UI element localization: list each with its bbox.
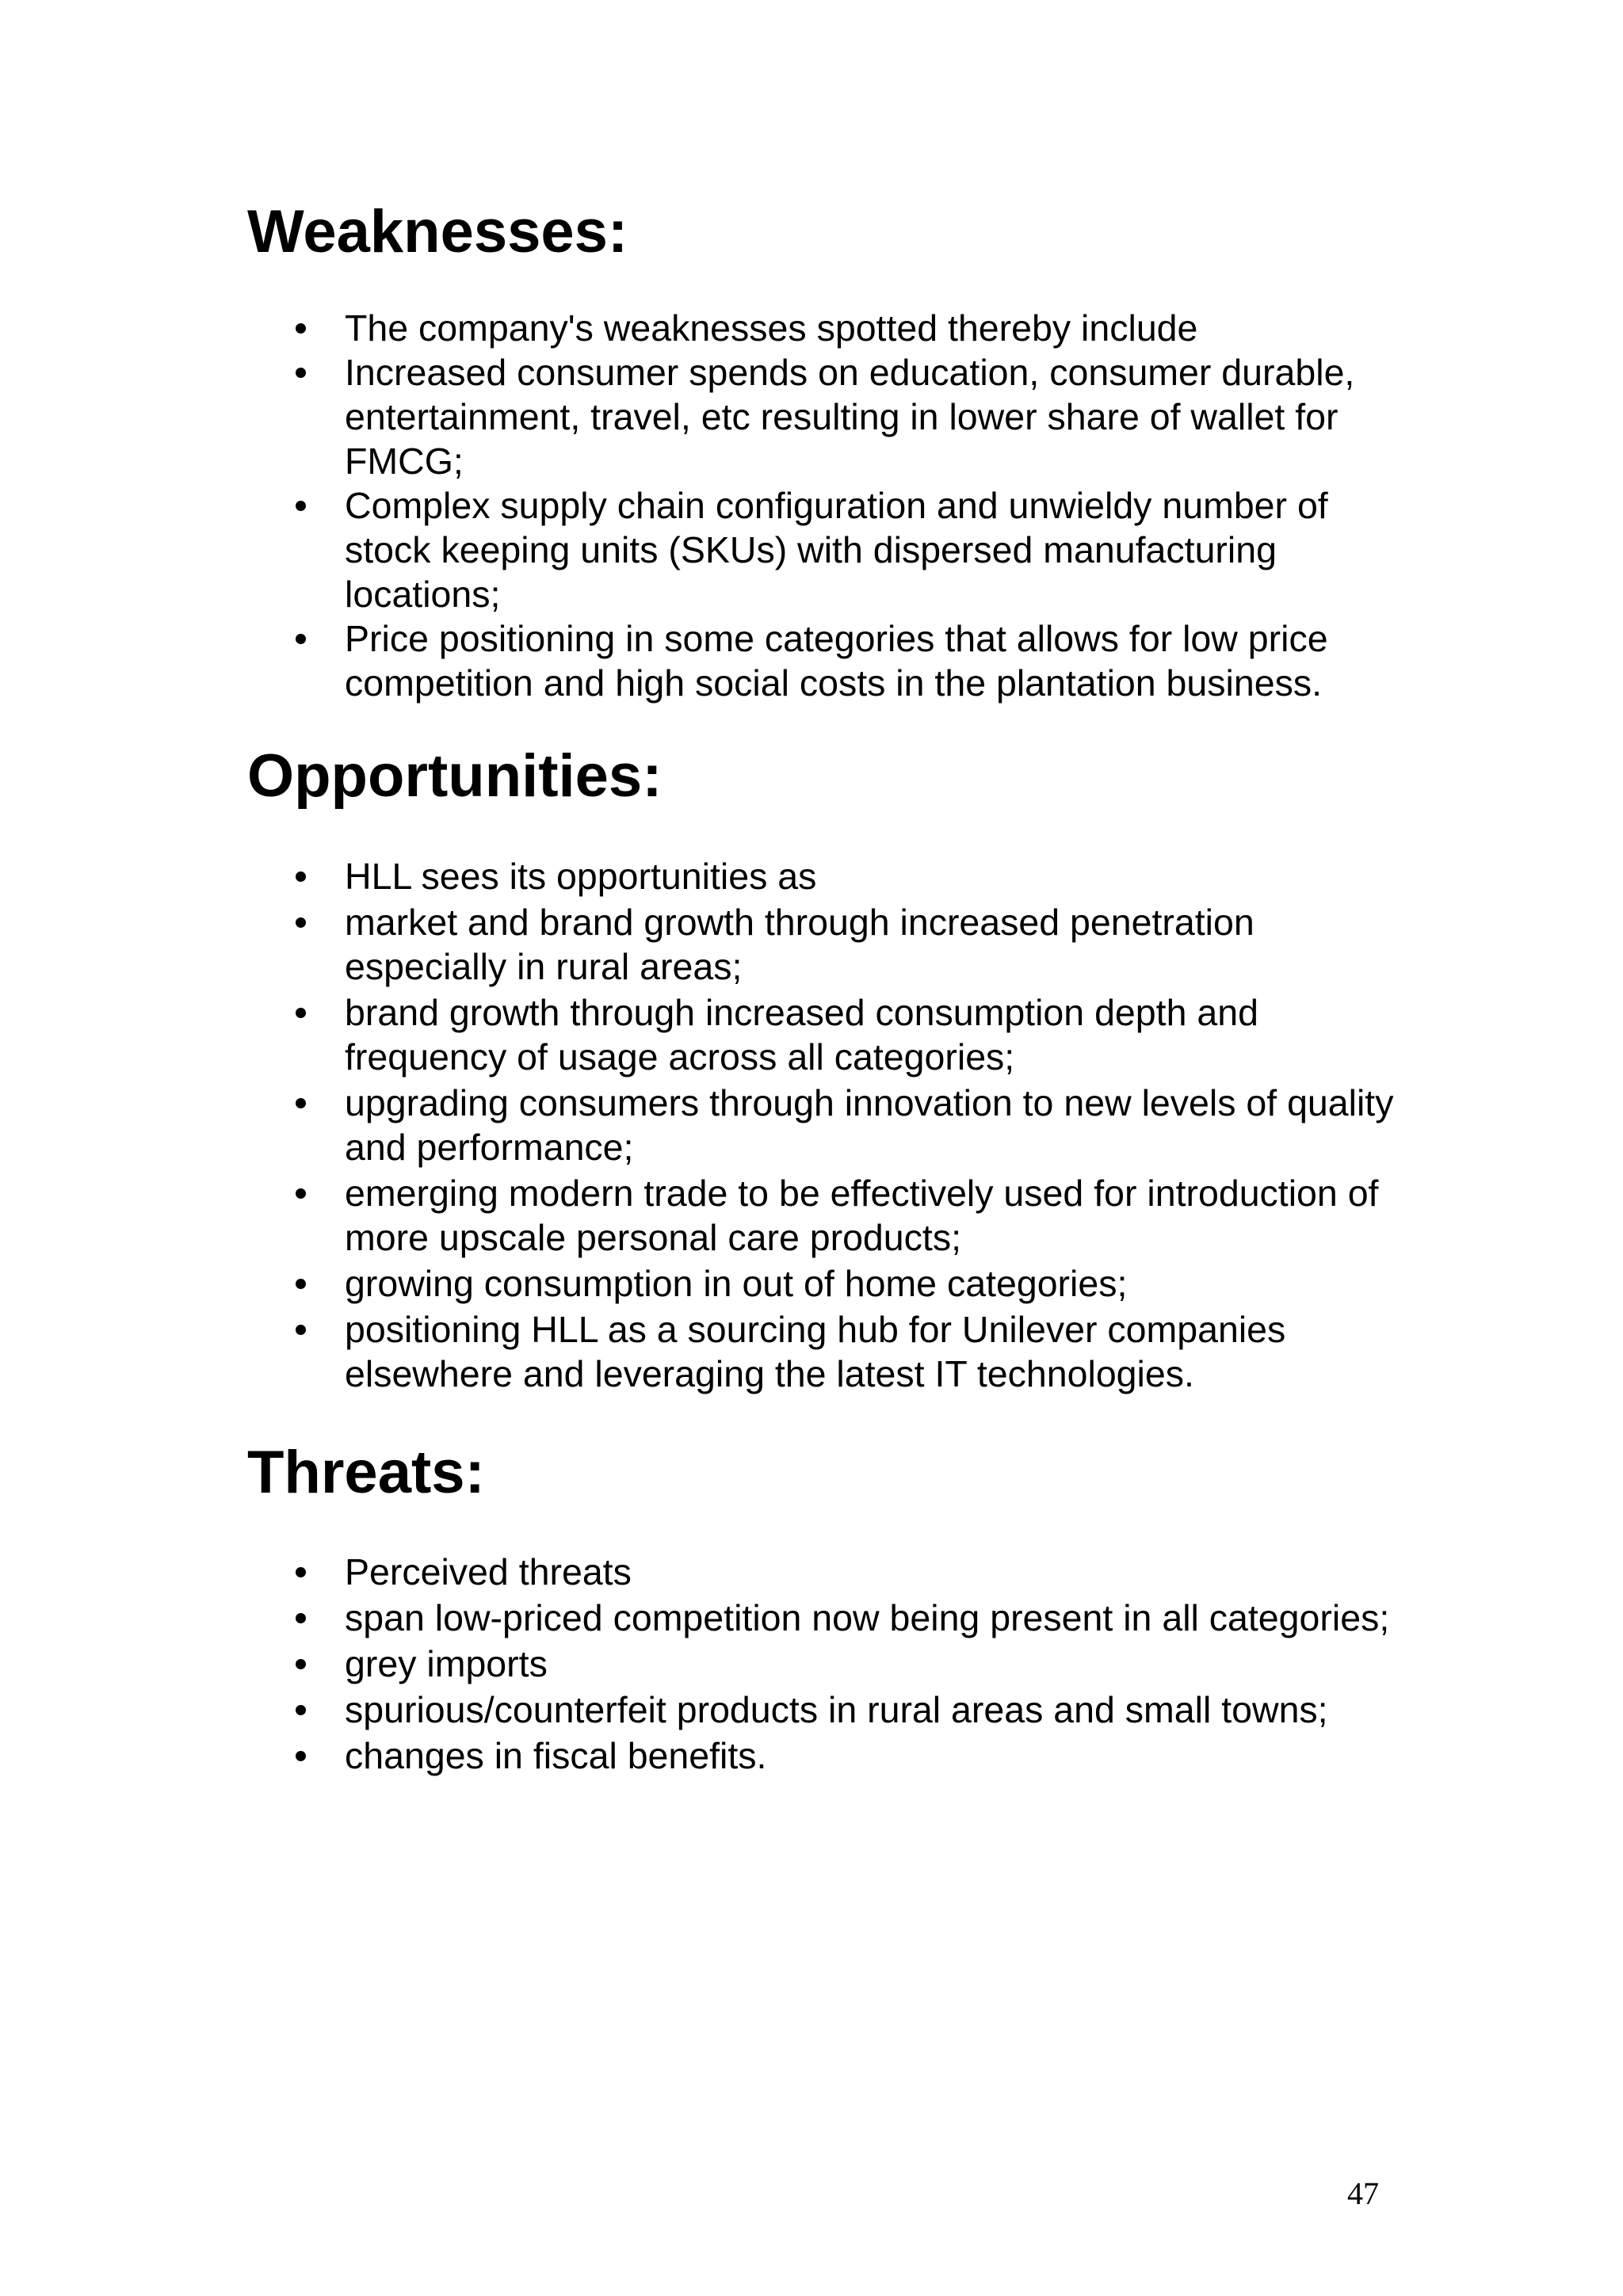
bullet-icon: [296, 917, 306, 928]
list-item: spurious/counterfeit products in rural areas and small towns;: [0, 1688, 1407, 1732]
threats-heading: Threats:: [247, 1439, 485, 1506]
list-item: emerging modern trade to be effectively used for introduction of more upscale personal care products;: [0, 1171, 1407, 1260]
list-item: market and brand growth through increased penetration especially in rural areas;: [0, 900, 1407, 989]
bullet-icon: [296, 1279, 306, 1289]
opportunities-heading: Opportunities:: [247, 742, 663, 810]
bullet-icon: [296, 368, 306, 378]
threats-list: [0, 1550, 1407, 1779]
bullet-icon: [296, 871, 306, 882]
bullet-icon: [296, 1751, 306, 1761]
bullet-icon: [296, 1325, 306, 1335]
bullet-icon: [296, 1705, 306, 1715]
list-item: changes in fiscal benefits.: [0, 1733, 1407, 1778]
list-item: Price positioning in some categories that allows for low price competition and high social costs in the plantation business.: [0, 616, 1407, 705]
list-item: positioning HLL as a sourcing hub for Unilever companies elsewhere and leveraging the latest IT technologies.: [0, 1307, 1407, 1396]
page-number: 47: [1347, 2176, 1379, 2211]
opportunities-list: [0, 854, 1407, 1398]
list-item: brand growth through increased consumption depth and frequency of usage across all categories;: [0, 990, 1407, 1079]
bullet-icon: [296, 323, 306, 334]
bullet-icon: [296, 1613, 306, 1623]
bullet-icon: [296, 1188, 306, 1199]
list-item: HLL sees its opportunities as: [0, 854, 1407, 898]
bullet-icon: [296, 634, 306, 644]
bullet-icon: [296, 1008, 306, 1018]
list-item: grey imports: [0, 1642, 1407, 1686]
bullet-icon: [296, 1567, 306, 1577]
list-item: Increased consumer spends on education, consumer durable, entertainment, travel, etc resulting in lower share of wallet for FMCG;: [0, 350, 1407, 483]
bullet-icon: [296, 1098, 306, 1108]
list-item: Complex supply chain configuration and unwieldy number of stock keeping units (SKUs) with dispersed manufacturing locations;: [0, 483, 1407, 616]
bullet-icon: [296, 501, 306, 511]
list-item: Perceived threats: [0, 1550, 1407, 1594]
list-item: growing consumption in out of home categories;: [0, 1261, 1407, 1306]
list-item: span low-priced competition now being present in all categories;: [0, 1596, 1407, 1640]
weaknesses-heading: Weaknesses:: [247, 198, 628, 265]
list-item: The company's weaknesses spotted thereby include: [0, 306, 1407, 350]
bullet-icon: [296, 1659, 306, 1669]
list-item: upgrading consumers through innovation to new levels of quality and performance;: [0, 1081, 1407, 1169]
weaknesses-list: [0, 306, 1407, 705]
